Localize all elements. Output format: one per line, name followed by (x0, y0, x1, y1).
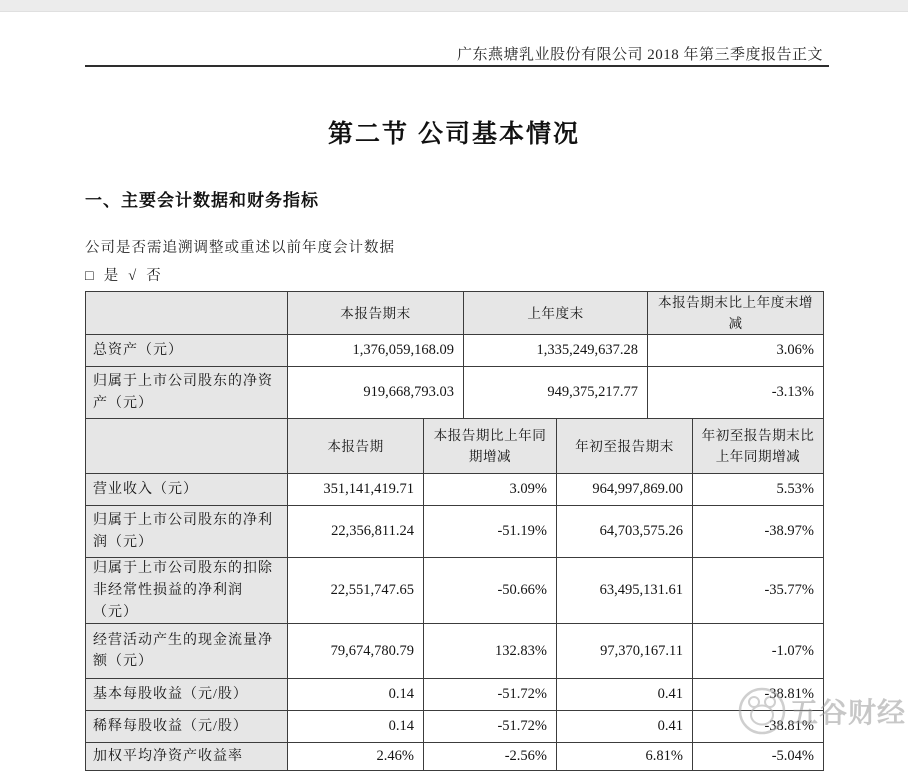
row-label: 归属于上市公司股东的净资产（元） (86, 367, 288, 419)
column-header: 本报告期末 (288, 292, 464, 335)
row-label: 加权平均净资产收益率 (86, 743, 288, 771)
cell-value: 0.14 (288, 711, 424, 743)
cell-value: 97,370,167.11 (557, 624, 693, 679)
option-yes-label: 是 (103, 268, 120, 284)
column-header: 本报告期末比上年度末增减 (648, 292, 824, 335)
period-flow-table (85, 418, 824, 771)
row-label: 总资产（元） (86, 335, 288, 367)
table-row (86, 624, 824, 679)
checkbox-unchecked-icon: □ (85, 268, 95, 284)
table-row (86, 711, 824, 743)
cell-value: 2.46% (288, 743, 424, 771)
yes-no-option-line (85, 264, 171, 285)
row-label: 经营活动产生的现金流量净额（元） (86, 624, 288, 679)
cell-value: 64,703,575.26 (557, 506, 693, 558)
restatement-question: 公司是否需追溯调整或重述以前年度会计数据 (85, 240, 395, 256)
cell-value: -5.04% (693, 743, 824, 771)
cell-value: -3.13% (648, 367, 824, 419)
section-title: 第二节 公司基本情况 (328, 120, 580, 148)
table-row (86, 506, 824, 558)
cell-value: -1.07% (693, 624, 824, 679)
check-mark-icon: √ (128, 268, 138, 284)
cell-value: -38.81% (693, 679, 824, 711)
column-header: 年初至报告期末比上年同期增减 (693, 419, 824, 474)
cell-value: -50.66% (424, 558, 557, 624)
table-row (86, 558, 824, 624)
table-row (86, 743, 824, 771)
cell-value: 1,335,249,637.28 (464, 335, 648, 367)
cell-value: 79,674,780.79 (288, 624, 424, 679)
cell-value: 22,356,811.24 (288, 506, 424, 558)
table-header-row (86, 292, 824, 335)
column-header: 本报告期比上年同期增减 (424, 419, 557, 474)
column-header: 年初至报告期末 (557, 419, 693, 474)
cell-value: -51.19% (424, 506, 557, 558)
row-label: 稀释每股收益（元/股） (86, 711, 288, 743)
row-label: 基本每股收益（元/股） (86, 679, 288, 711)
cell-value: 22,551,747.65 (288, 558, 424, 624)
cell-value: 3.09% (424, 474, 557, 506)
cell-value: -2.56% (424, 743, 557, 771)
cell-value: 949,375,217.77 (464, 367, 648, 419)
top-strip (0, 0, 908, 12)
row-label: 归属于上市公司股东的扣除非经常性损益的净利润（元） (86, 558, 288, 624)
cell-value: 0.41 (557, 679, 693, 711)
option-no-label: 否 (146, 268, 162, 284)
header-divider (85, 65, 829, 67)
row-label: 营业收入（元） (86, 474, 288, 506)
column-header: 本报告期 (288, 419, 424, 474)
financial-indicators-tables (85, 291, 824, 771)
corner-cell (86, 419, 288, 474)
cell-value: 3.06% (648, 335, 824, 367)
cell-value: 919,668,793.03 (288, 367, 464, 419)
corner-cell (86, 292, 288, 335)
cell-value: -38.97% (693, 506, 824, 558)
cell-value: 351,141,419.71 (288, 474, 424, 506)
cell-value: 0.41 (557, 711, 693, 743)
table-row (86, 367, 824, 419)
report-header-line: 广东燕塘乳业股份有限公司 2018 年第三季度报告正文 (456, 47, 823, 63)
cell-value: 964,997,869.00 (557, 474, 693, 506)
cell-value: 63,495,131.61 (557, 558, 693, 624)
subsection-heading: 一、主要会计数据和财务指标 (85, 191, 319, 210)
period-end-table (85, 291, 824, 419)
cell-value: 0.14 (288, 679, 424, 711)
cell-value: -38.81% (693, 711, 824, 743)
watermark-text: 五谷财经 (790, 697, 907, 728)
cell-value: 1,376,059,168.09 (288, 335, 464, 367)
column-header: 上年度末 (464, 292, 648, 335)
table-row (86, 335, 824, 367)
row-label: 归属于上市公司股东的净利润（元） (86, 506, 288, 558)
cell-value: -51.72% (424, 711, 557, 743)
table-header-row (86, 419, 824, 474)
cell-value: 5.53% (693, 474, 824, 506)
cell-value: 132.83% (424, 624, 557, 679)
table-row (86, 679, 824, 711)
cell-value: -35.77% (693, 558, 824, 624)
cell-value: -51.72% (424, 679, 557, 711)
table-row (86, 474, 824, 506)
cell-value: 6.81% (557, 743, 693, 771)
